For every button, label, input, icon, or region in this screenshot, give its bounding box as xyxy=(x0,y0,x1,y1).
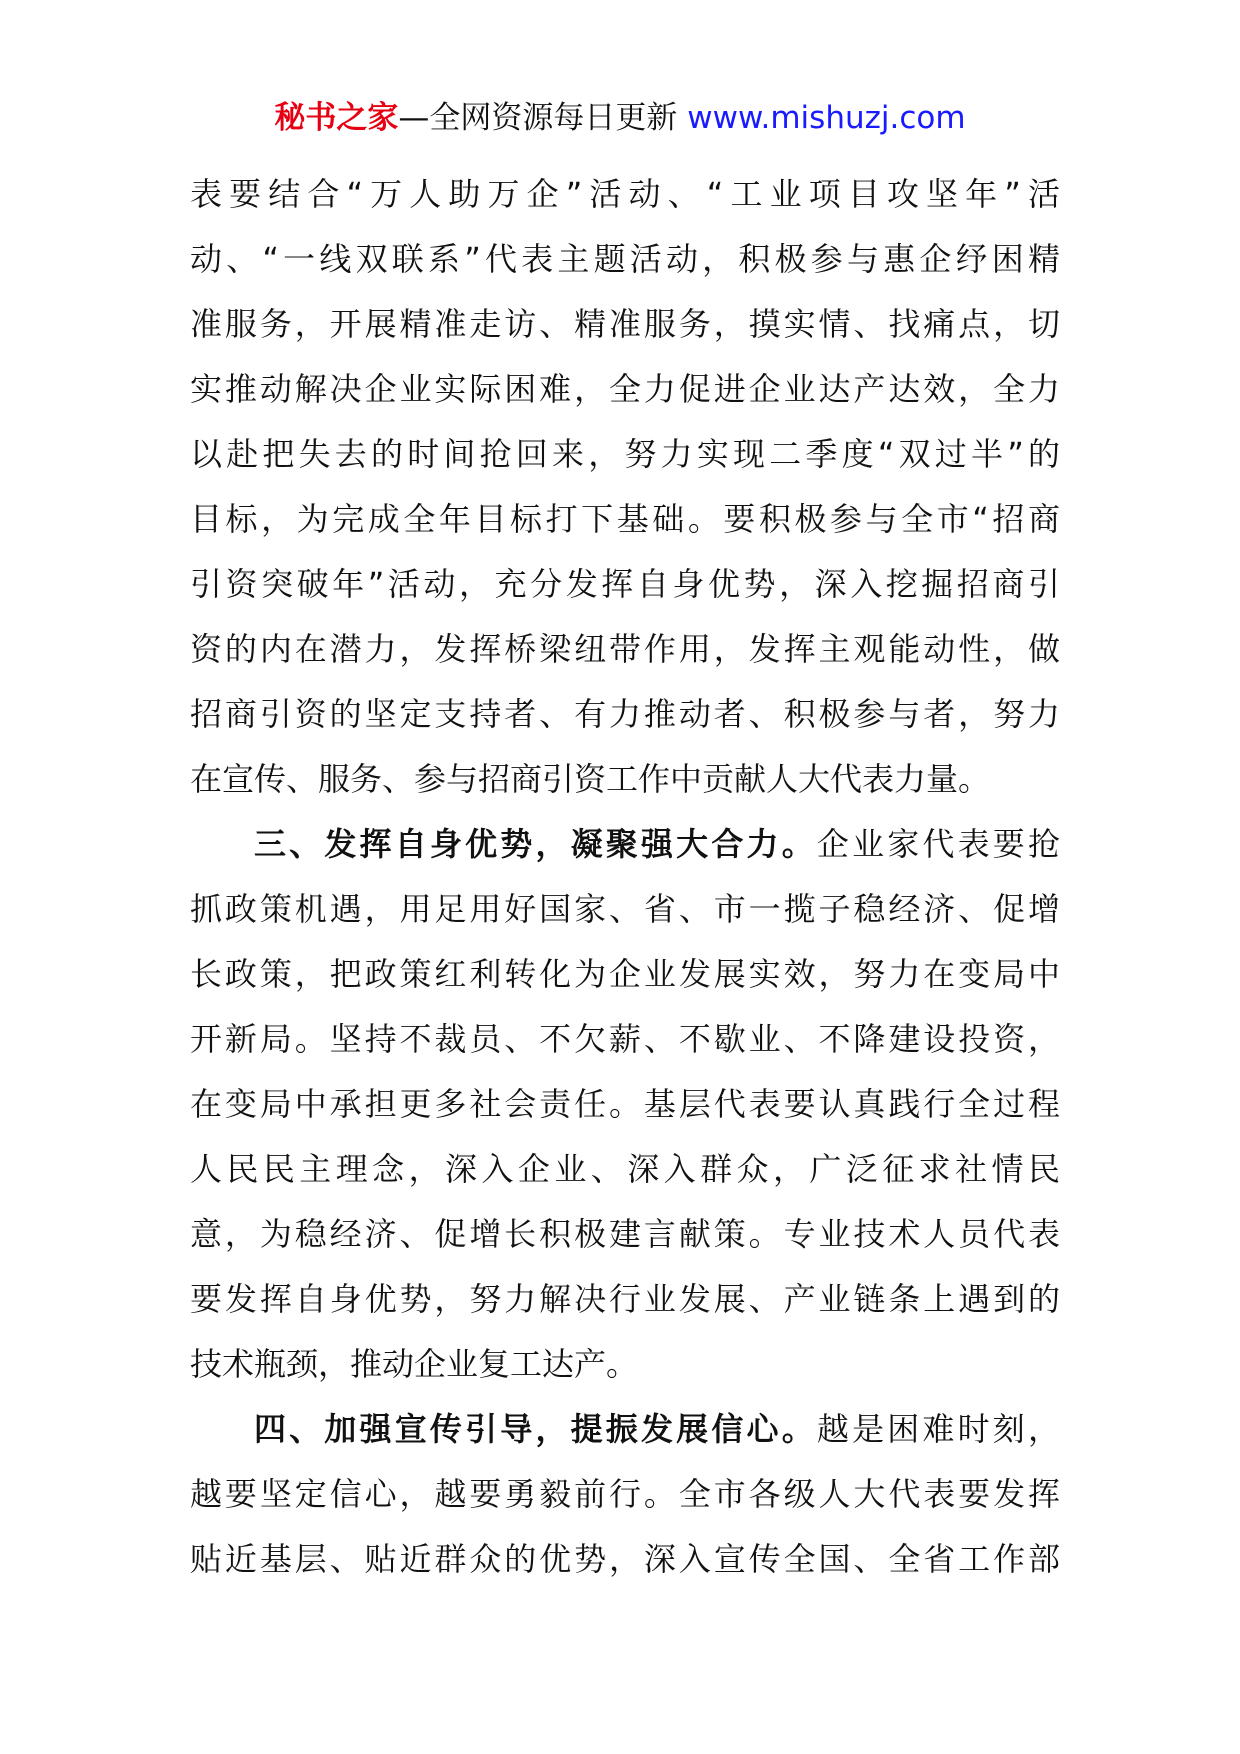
paragraph-2 xyxy=(190,812,1060,1397)
paragraph-first-line xyxy=(190,1397,1060,1462)
text-line: 抓政策机遇，用足用好国家、省、市一揽子稳经济、促增 xyxy=(190,890,1060,928)
text-line: 引资突破年”活动，充分发挥自身优势，深入挖掘招商引 xyxy=(190,565,1060,603)
text-line: 准服务，开展精准走访、精准服务，摸实情、找痛点，切 xyxy=(190,305,1060,343)
text-line: 贴近基层、贴近群众的优势，深入宣传全国、全省工作部 xyxy=(190,1540,1060,1578)
paragraph-3 xyxy=(190,1397,1060,1592)
text-line: 意，为稳经济、促增长积极建言献策。专业技术人员代表 xyxy=(190,1215,1060,1253)
text-line: 动、“一线双联系”代表主题活动，积极参与惠企纾困精 xyxy=(190,240,1060,278)
text-line: 在宣传、服务、参与招商引资工作中贡献人大代表力量。 xyxy=(190,760,991,798)
text-line: 技术瓶颈，推动企业复工达产。 xyxy=(190,1345,639,1383)
text-line: 招商引资的坚定支持者、有力推动者、积极参与者，努力 xyxy=(190,695,1060,733)
text-line: 人民民主理念，深入企业、深入群众，广泛征求社情民 xyxy=(190,1150,1060,1188)
section-heading-4: 四、加强宣传引导，提振发展信心。 xyxy=(254,1410,817,1448)
section-heading-3: 三、发挥自身优势，凝聚强大合力。 xyxy=(254,825,817,863)
text-line: 实推动解决企业实际困难，全力促进企业达产达效，全力 xyxy=(190,370,1060,408)
header-slogan: —全网资源每日更新 xyxy=(398,100,688,136)
text-line: 开新局。坚持不裁员、不欠薪、不歇业、不降建设投资， xyxy=(190,1020,1060,1058)
text-line: 目标，为完成全年目标打下基础。要积极参与全市“招商 xyxy=(190,500,1060,538)
text-line: 长政策，把政策红利转化为企业发展实效，努力在变局中 xyxy=(190,955,1060,993)
document-body xyxy=(190,162,1060,1592)
site-url[interactable]: www.mishuzj.com xyxy=(687,100,966,136)
text-fragment: 越是困难时刻， xyxy=(816,1410,1060,1448)
text-line: 要发挥自身优势，努力解决行业发展、产业链条上遇到的 xyxy=(190,1280,1060,1318)
text-fragment: 企业家代表要抢 xyxy=(816,825,1060,863)
text-line: 表要结合“万人助万企”活动、“工业项目攻坚年”活 xyxy=(190,175,1060,213)
site-header xyxy=(0,98,1240,138)
paragraph-first-line xyxy=(190,812,1060,877)
text-line: 以赴把失去的时间抢回来，努力实现二季度“双过半”的 xyxy=(190,435,1060,473)
text-line: 资的内在潜力，发挥桥梁纽带作用，发挥主观能动性，做 xyxy=(190,630,1060,668)
paragraph-1 xyxy=(190,162,1060,812)
brand-name: 秘书之家 xyxy=(274,100,399,136)
text-line: 在变局中承担更多社会责任。基层代表要认真践行全过程 xyxy=(190,1085,1060,1123)
text-line: 越要坚定信心，越要勇毅前行。全市各级人大代表要发挥 xyxy=(190,1475,1060,1513)
